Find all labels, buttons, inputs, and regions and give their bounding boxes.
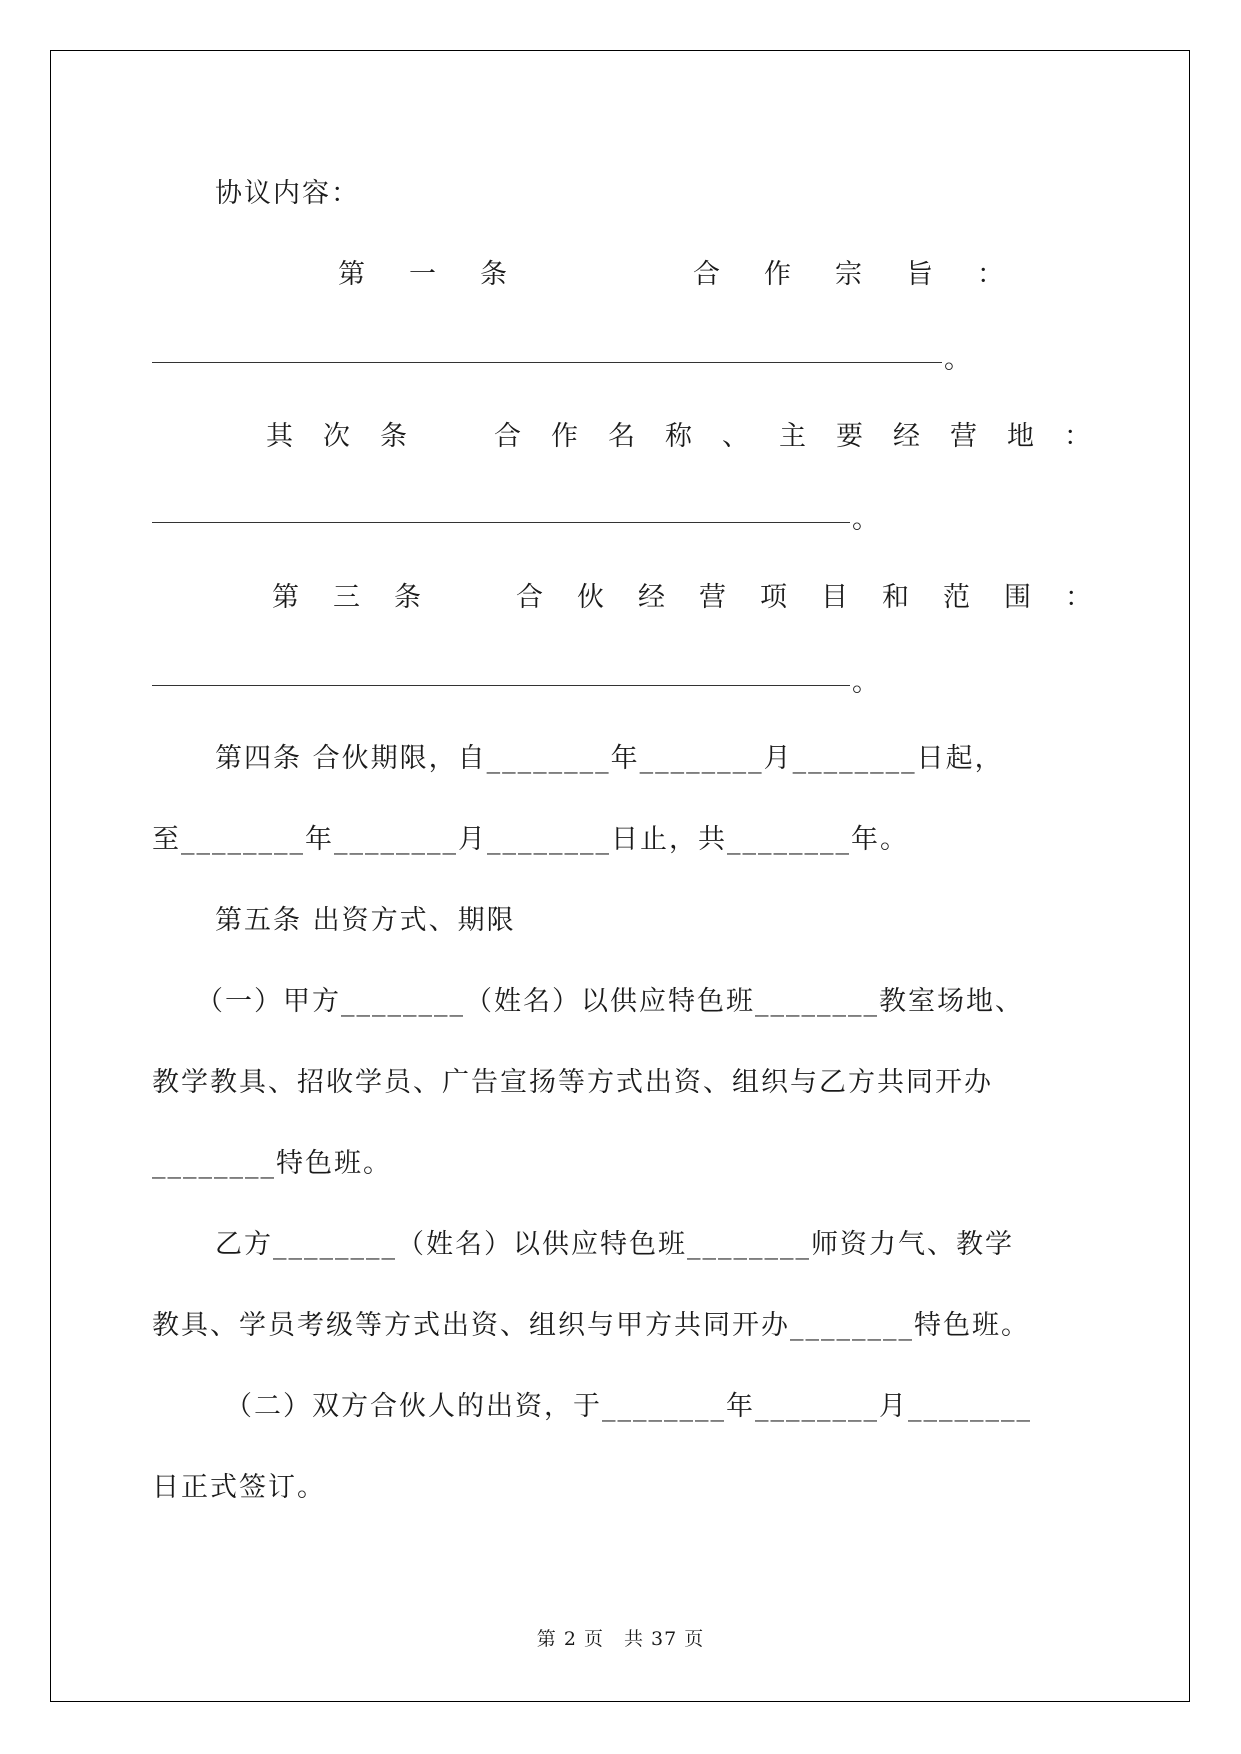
article-5-party-b-line-2: 教具、学员考级等方式出资、组织与甲方共同开办________特色班。: [152, 1310, 1030, 1341]
article-4-line-1: 第四条 合伙期限，自________年________月________日起，: [215, 743, 1004, 774]
article-2-heading: [266, 420, 1121, 454]
article-1-blank: [152, 362, 942, 363]
article-4-line-2: 至________年________月________日止，共________年。: [152, 824, 909, 855]
article-5-heading: 第五条 出资方式、期限: [215, 905, 516, 936]
article-5-clause-1-line-2: 教学教具、招收学员、广告宣扬等方式出资、组织与乙方共同开办: [152, 1067, 993, 1098]
article-3-period: 。: [852, 667, 879, 698]
article-2-period: 。: [852, 504, 879, 535]
article-1-text: 第一条 合作宗旨：: [338, 259, 1048, 290]
article-5-clause-1-line-3: ________特色班。: [152, 1148, 392, 1179]
article-5-party-b-line-1: 乙方________（姓名）以供应特色班________师资力气、教学: [215, 1229, 1014, 1260]
article-5-clause-2-line-1: （二）双方合伙人的出资，于________年________月________: [225, 1391, 1032, 1422]
article-2-text: 其次条 合作名称、主要经营地：: [266, 421, 1121, 452]
article-1-heading: [338, 258, 1080, 292]
article-3-heading: [272, 581, 1126, 615]
agreement-content-heading: 协议内容：: [215, 178, 360, 209]
article-3-blank: [152, 685, 850, 686]
page-footer: 第 2 页 共 37 页: [536, 1628, 705, 1650]
article-2-blank: [152, 522, 850, 523]
article-5-clause-2-line-2: 日正式签订。: [152, 1472, 326, 1503]
page-border: [50, 50, 1190, 1702]
article-3-text: 第三条 合伙经营项目和范围：: [272, 582, 1126, 613]
article-5-clause-1-line-1: （一）甲方________（姓名）以供应特色班________教室场地、: [196, 986, 1024, 1017]
article-1-period: 。: [944, 344, 971, 375]
